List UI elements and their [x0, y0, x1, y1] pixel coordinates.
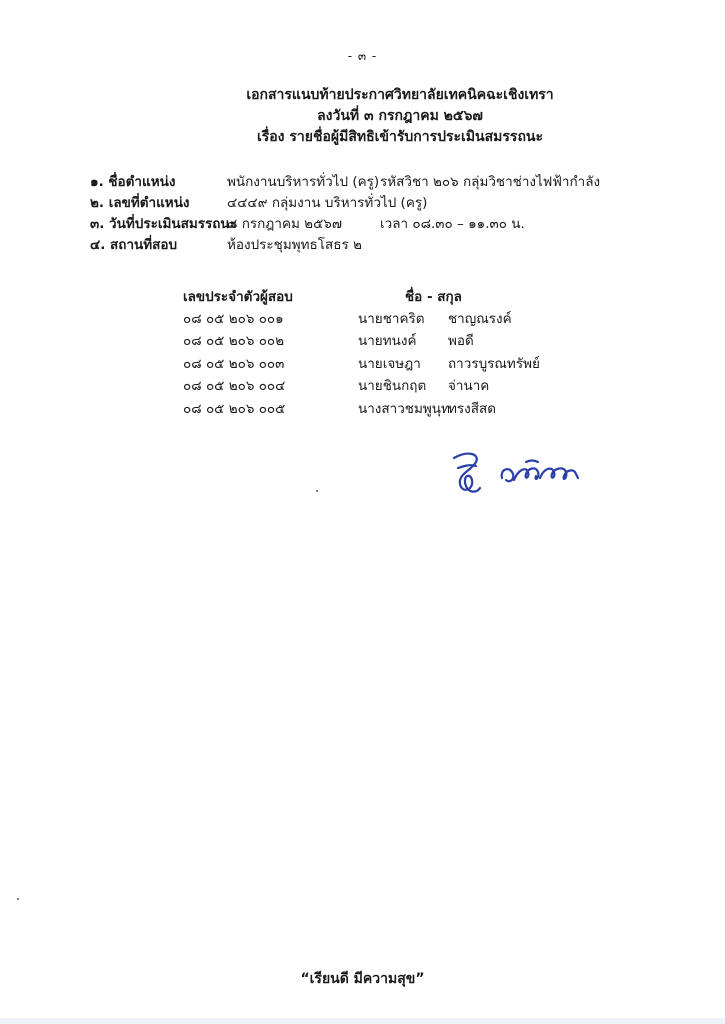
scan-speck — [17, 898, 19, 900]
candidate-row — [0, 375, 725, 397]
page-number: - ๓ - — [347, 49, 378, 63]
info-value: ห้องประชุมพุทธโสธร ๒ — [227, 237, 362, 253]
info-value: ๔๔๔๙ กลุ่มงาน บริหารทั่วไป (ครู) — [227, 195, 428, 211]
candidate-surname: พอดี — [448, 333, 474, 349]
candidate-first-name: นายเจษฎา — [358, 356, 421, 372]
candidate-id: ๐๘ ๐๕ ๒๐๖ ๐๐๕ — [183, 401, 286, 417]
signature-icon — [440, 440, 600, 500]
candidate-surname: ชาญณรงค์ — [448, 311, 512, 327]
candidate-row — [0, 308, 725, 330]
candidate-name-header: ชื่อ - สกุล — [405, 289, 462, 305]
scan-edge — [0, 1018, 725, 1024]
header-date: ลงวันที่ ๓ กรกฎาคม ๒๕๖๗ — [317, 108, 483, 124]
scan-speck — [316, 490, 318, 492]
candidate-id: ๐๘ ๐๕ ๒๐๖ ๐๐๑ — [183, 311, 284, 327]
info-value: ๘ กรกฎาคม ๒๕๖๗ — [227, 216, 343, 232]
candidate-id-header: เลขประจำตัวผู้สอบ — [183, 289, 293, 305]
info-value: พนักงานบริหารทั่วไป (ครู) — [227, 174, 380, 190]
header-title: เอกสารแนบท้ายประกาศวิทยาลัยเทคนิคฉะเชิงเทรา — [246, 87, 554, 103]
candidate-surname: ทรงสีสด — [448, 401, 496, 417]
info-label: ๔. สถานที่สอบ — [90, 237, 178, 253]
candidate-first-name: นายชาคริต — [358, 311, 425, 327]
info-label: ๓. วันที่ประเมินสมรรถนะ — [90, 216, 237, 232]
candidate-row — [0, 398, 725, 420]
header-subject: เรื่อง รายชื่อผู้มีสิทธิเข้ารับการประเมินสมรรถนะ — [256, 129, 544, 145]
footer-slogan: “เรียนดี มีความสุข” — [300, 971, 425, 987]
candidate-id: ๐๘ ๐๕ ๒๐๖ ๐๐๓ — [183, 356, 285, 372]
info-label: ๑. ชื่อตำแหน่ง — [90, 174, 176, 190]
info-extra: เวลา ๐๘.๓๐ – ๑๑.๓๐ น. — [380, 216, 525, 232]
candidate-row — [0, 330, 725, 352]
candidate-first-name: นางสาวชมพูนุท — [358, 401, 450, 417]
document-header — [180, 85, 620, 148]
info-extra: รหัสวิชา ๒๐๖ กลุ่มวิชาช่างไฟฟ้ากำลัง — [380, 174, 601, 190]
candidate-first-name: นายชินกฤต — [358, 378, 427, 394]
candidate-id: ๐๘ ๐๕ ๒๐๖ ๐๐๔ — [183, 378, 286, 394]
candidate-id: ๐๘ ๐๕ ๒๐๖ ๐๐๒ — [183, 333, 285, 349]
info-label: ๒. เลขที่ตำแหน่ง — [90, 195, 190, 211]
candidate-surname: ถาวรบูรณทรัพย์ — [448, 356, 540, 372]
candidate-surname: จ่านาค — [448, 378, 490, 394]
candidate-row — [0, 353, 725, 375]
candidate-first-name: นายทนงค์ — [358, 333, 417, 349]
